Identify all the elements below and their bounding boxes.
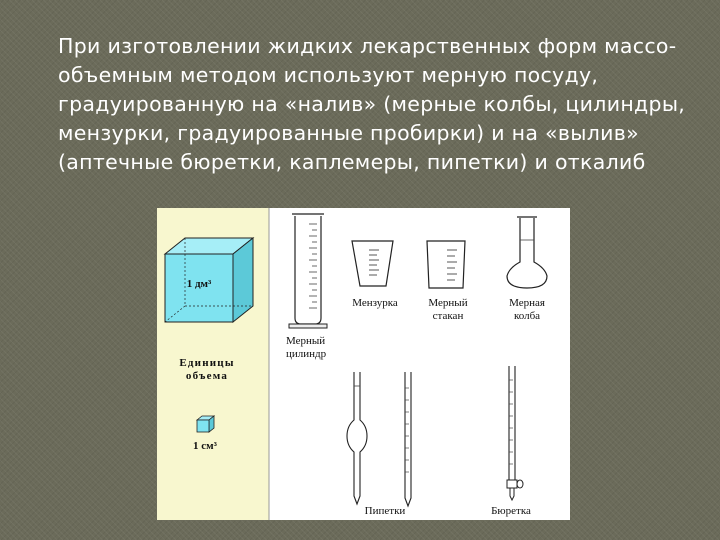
lab-glassware-figure	[157, 208, 570, 520]
measuring-glass-icon	[427, 241, 465, 288]
beaker-label: Мензурка	[352, 297, 398, 309]
cube-small-label: 1 см³	[193, 440, 217, 452]
graduated-cylinder-icon	[289, 214, 327, 328]
glass-label-line2: стакан	[432, 310, 464, 322]
flask-label-line1: Мерная	[509, 297, 545, 309]
burette-label: Бюретка	[491, 505, 531, 517]
bulb-pipette-icon	[347, 372, 367, 504]
cylinder-label-line1: Мерный	[286, 335, 326, 347]
glass-label-line1: Мерный	[428, 297, 468, 309]
cube-large-label: 1 дм³	[186, 278, 212, 290]
units-title-line1: Единицы	[179, 357, 235, 369]
slide-body-text: При изготовлении жидких лекарственных форм массо-объемным методом используют мерную посуду, градуированную на «налив» (мерные колбы, цилиндры, мензурки, градуированные пробирки) и на «вылив» (аптечные бюретки, каплемеры, пипетки) и откалиб	[58, 34, 686, 174]
beaker-icon	[352, 241, 393, 286]
volumetric-flask-icon	[507, 217, 547, 288]
cube-1cm3-icon	[197, 416, 214, 432]
graduated-pipette-icon	[405, 372, 411, 506]
pipettes-label: Пипетки	[364, 505, 406, 517]
glassware-illustration	[157, 208, 570, 520]
units-title-line2: объема	[185, 370, 229, 382]
burette-icon	[507, 366, 523, 500]
cylinder-label-line2: цилиндр	[286, 348, 327, 360]
flask-label-line2: колба	[513, 310, 541, 322]
